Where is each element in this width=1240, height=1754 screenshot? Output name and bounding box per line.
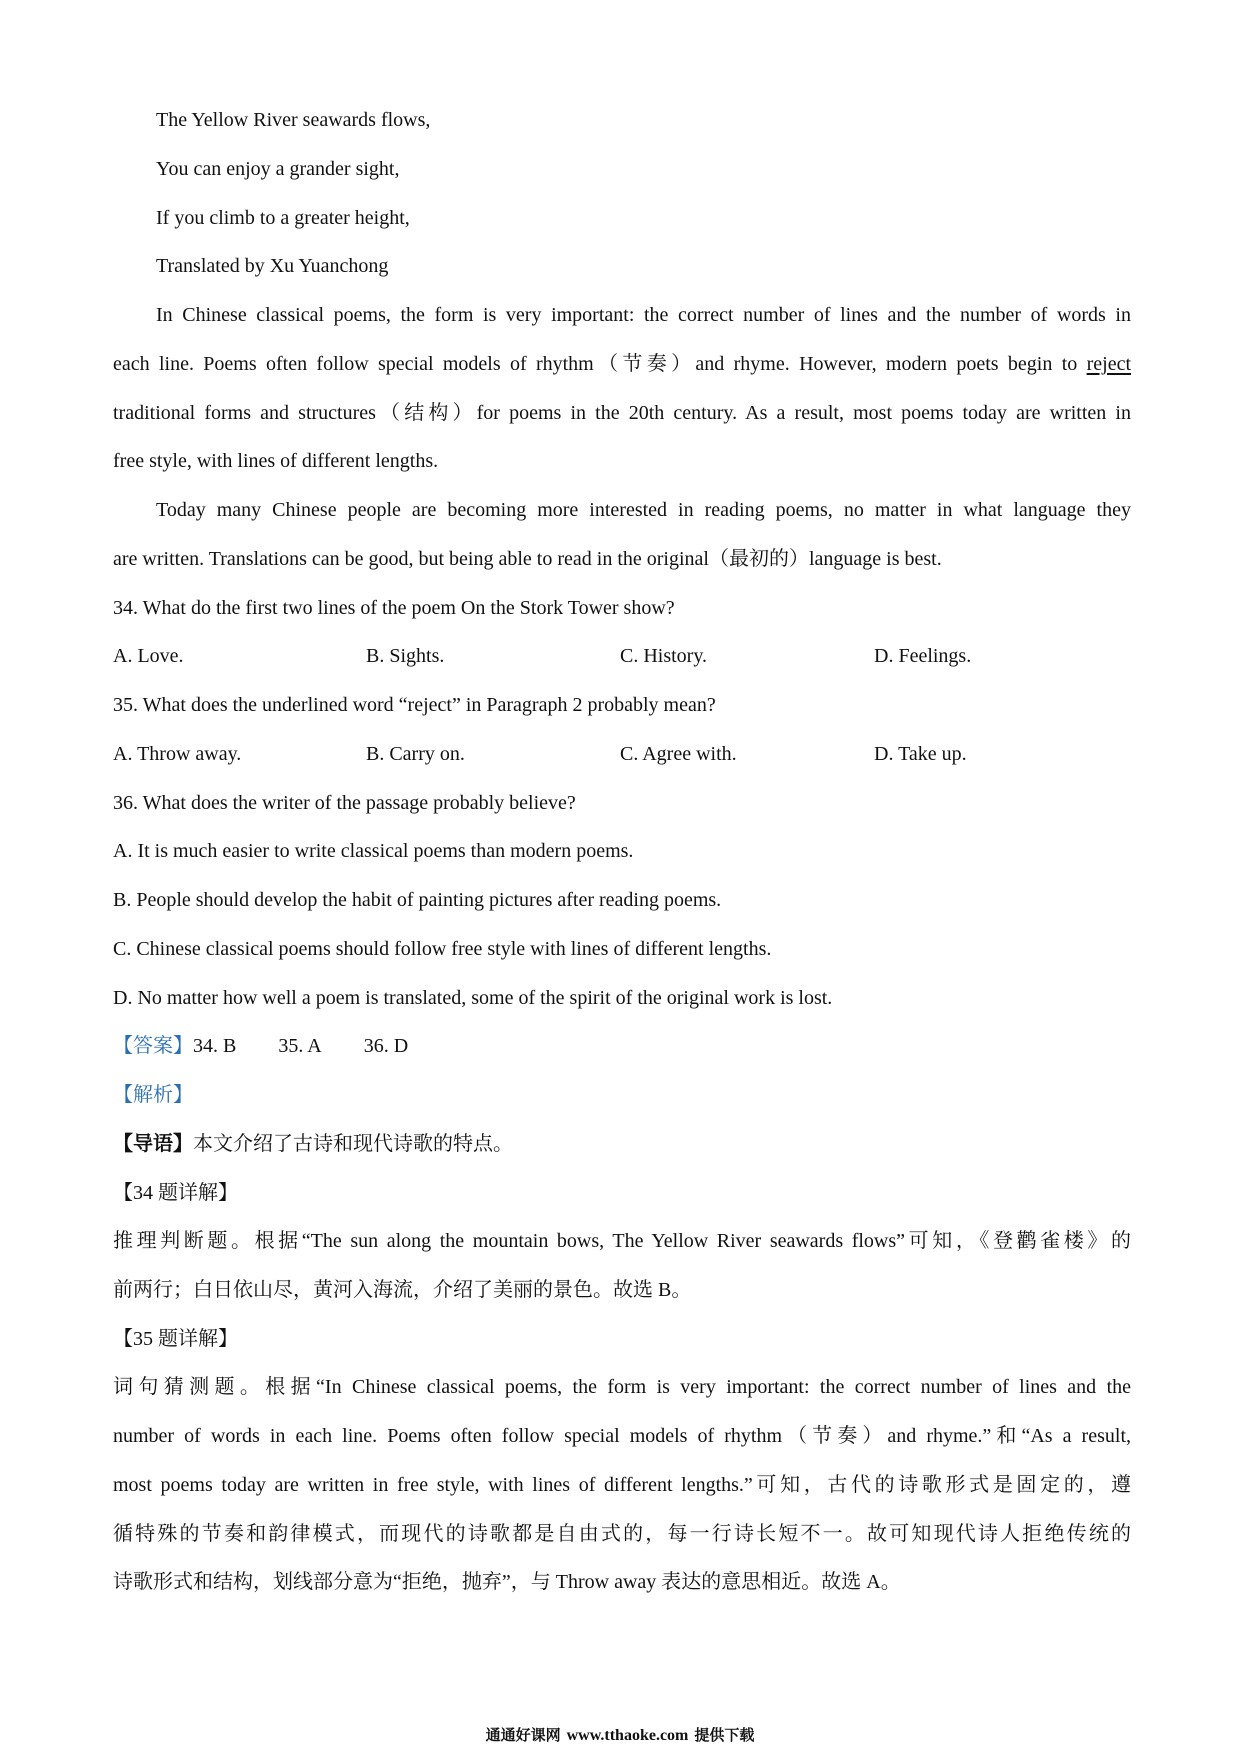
q36-option-c: C. Chinese classical poems should follow free style with lines of different lengths.	[113, 938, 772, 960]
detail-34-line-2: 前两行；白日依山尽，黄河入海流，介绍了美丽的景色。故选 B。	[113, 1279, 692, 1301]
poem-line-1: The Yellow River seawards flows,	[156, 109, 431, 131]
question-35: 35. What does the underlined word “reject” in Paragraph 2 probably mean?	[113, 694, 716, 716]
q34-option-b: B. Sights.	[366, 645, 445, 667]
answer-label: 【答案】	[113, 1035, 193, 1057]
detail-35-line-5: 诗歌形式和结构，划线部分意为“拒绝，抛弃”，与 Throw away 表达的意思相近。故选 A。	[113, 1571, 901, 1593]
intro-text: 本文介绍了古诗和现代诗歌的特点。	[193, 1133, 513, 1155]
q34-option-c: C. History.	[620, 645, 708, 667]
answer-line	[113, 1033, 408, 1059]
question-34: 34. What do the first two lines of the poem On the Stork Tower show?	[113, 597, 675, 619]
intro-line	[113, 1131, 513, 1157]
detail-35-line-4: 循特殊的节奏和韵律模式，而现代的诗歌都是自由式的，每一行诗长短不一。故可知现代诗人拒绝传统的	[113, 1523, 1131, 1545]
underlined-word-reject: reject	[1086, 353, 1131, 375]
q35-option-a: A. Throw away.	[113, 743, 242, 765]
para1-line-2-text: each line. Poems often follow special models of rhythm（节奏）and rhyme. However, modern poets begin to	[113, 353, 1087, 375]
answer-36: 36. D	[363, 1035, 409, 1057]
para1-line-2	[113, 351, 1131, 377]
footer-tail: 提供下载	[694, 1726, 755, 1744]
q34-option-a: A. Love.	[113, 645, 184, 667]
detail-34-line-1: 推理判断题。根据“The sun along the mountain bows, The Yellow River seawards flows”可知，《登鹳雀楼》的	[113, 1230, 1131, 1252]
detail-35-line-3: most poems today are written in free style, with lines of different lengths.”可知，古代的诗歌形式是固定的，遵	[113, 1474, 1131, 1496]
para1-line-1: In Chinese classical poems, the form is very important: the correct number of lines and the number of words in	[156, 304, 1131, 326]
q36-option-a: A. It is much easier to write classical poems than modern poems.	[113, 840, 634, 862]
footer-url: www.tthaoke.com	[566, 1727, 689, 1744]
page-footer	[0, 1724, 1240, 1745]
q36-option-b: B. People should develop the habit of painting pictures after reading poems.	[113, 889, 722, 911]
q35-option-d: D. Take up.	[874, 743, 967, 765]
detail-34-label: 【34 题详解】	[113, 1182, 238, 1204]
detail-35-line-1: 词句猜测题。根据“In Chinese classical poems, the form is very important: the correct number of lines and the	[113, 1376, 1131, 1398]
q36-option-d: D. No matter how well a poem is translated, some of the spirit of the original work is lost.	[113, 987, 833, 1009]
answer-35: 35. A	[278, 1035, 322, 1057]
para1-line-3: traditional forms and structures（结构）for poems in the 20th century. As a result, most poems today are written in	[113, 402, 1131, 424]
q35-option-c: C. Agree with.	[620, 743, 737, 765]
poem-line-3: If you climb to a greater height,	[156, 207, 410, 229]
question-36: 36. What does the writer of the passage probably believe?	[113, 792, 576, 814]
answer-34: 34. B	[193, 1035, 237, 1057]
para2-line-1: Today many Chinese people are becoming more interested in reading poems, no matter in what language they	[156, 499, 1131, 521]
q35-option-b: B. Carry on.	[366, 743, 465, 765]
para1-line-4: free style, with lines of different lengths.	[113, 450, 439, 472]
detail-35-label: 【35 题详解】	[113, 1328, 238, 1350]
intro-label: 【导语】	[113, 1133, 193, 1155]
poem-line-2: You can enjoy a grander sight,	[156, 158, 400, 180]
footer-site: 通通好课网	[485, 1726, 561, 1744]
analysis-label: 【解析】	[113, 1084, 193, 1106]
q34-option-d: D. Feelings.	[874, 645, 972, 667]
para2-line-2: are written. Translations can be good, but being able to read in the original（最初的）language is best.	[113, 548, 942, 570]
detail-35-line-2: number of words in each line. Poems often follow special models of rhythm（节奏）and rhyme.”和“As a result,	[113, 1425, 1131, 1447]
poem-translator: Translated by Xu Yuanchong	[156, 255, 389, 277]
